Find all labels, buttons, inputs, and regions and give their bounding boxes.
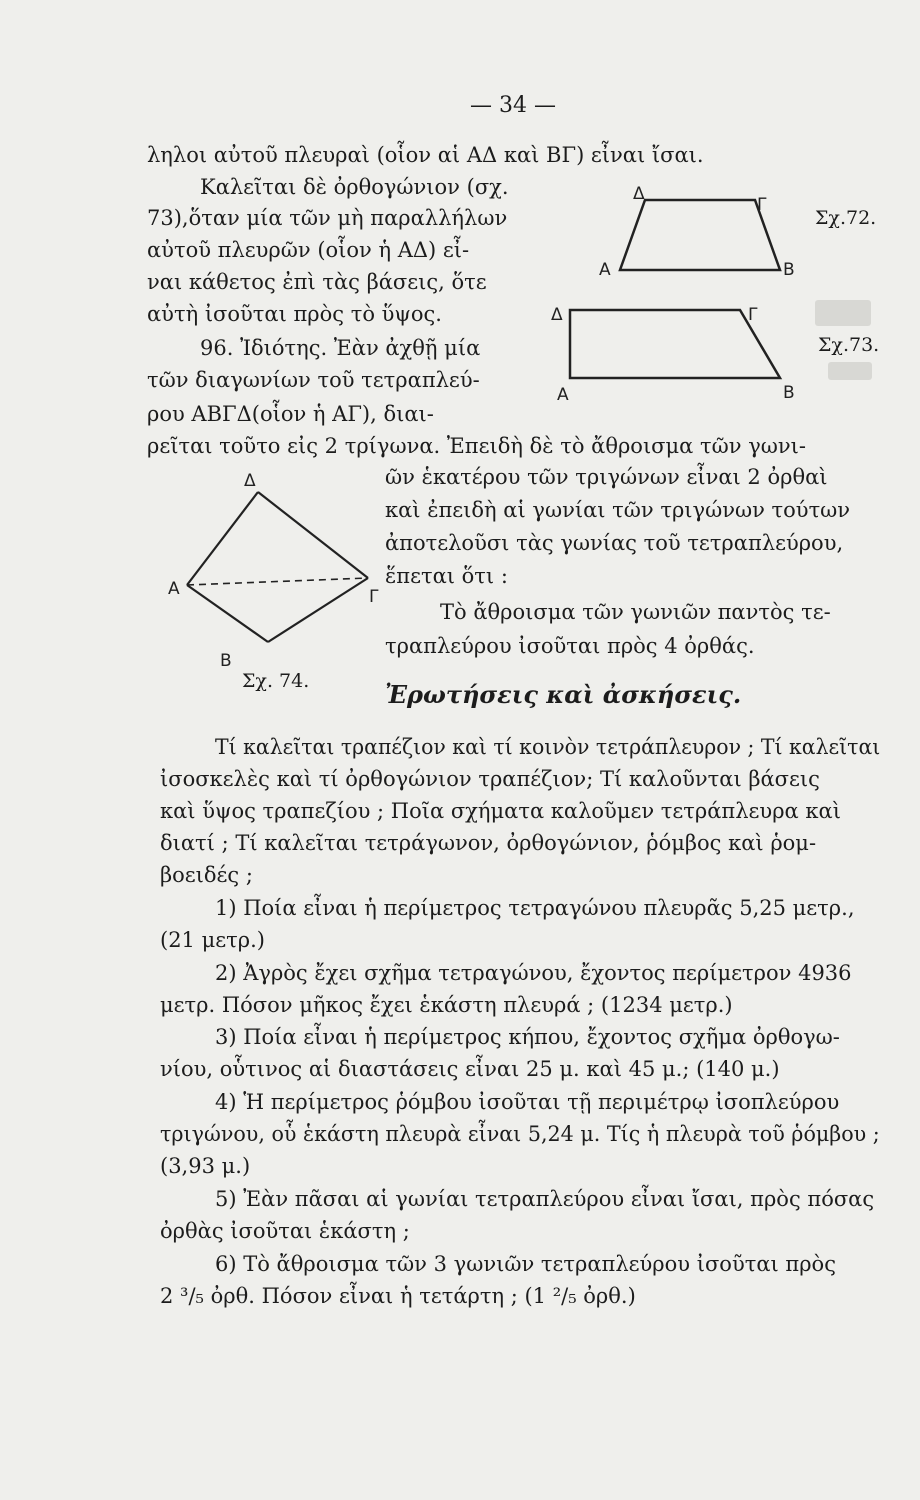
section-heading-line: 96. Ἰδιότης. Ἐὰν ἀχθῇ μία <box>200 336 481 360</box>
page-number: — 34 — <box>470 93 556 118</box>
exercise-line: (21 μετρ.) <box>160 928 265 952</box>
text-line: ρου ΑΒΓΔ(οἷον ἡ ΑΓ), διαι- <box>147 402 434 426</box>
exercise-line: Τί καλεῖται τραπέζιον καὶ τί κοινὸν τετράπλευρον ; Τί καλεῖται <box>215 735 881 759</box>
exercise-line: (3,93 μ.) <box>160 1154 251 1178</box>
figure-74-label: Σχ. 74. <box>242 670 310 692</box>
exercise-line: μετρ. Πόσον μῆκος ἔχει ἑκάστη πλευρά ; (1234 μετρ.) <box>160 993 733 1017</box>
exercise-line: διατί ; Τί καλεῖται τετράγωνον, ὀρθογώνιον, ῥόμβος καὶ ῥομ- <box>160 831 817 855</box>
vertex-label: Β <box>220 651 232 670</box>
text-line: τῶν διαγωνίων τοῦ τετραπλεύ- <box>147 368 480 392</box>
exercise-line: καὶ ὕψος τραπεζίου ; Ποῖα σχήματα καλοῦμεν τετράπλευρα καὶ <box>160 799 841 823</box>
vertex-label: Γ <box>748 305 758 325</box>
text-line: ἕπεται ὅτι : <box>385 564 508 588</box>
vertex-label: Δ <box>551 305 563 325</box>
exercise-line: 3) Ποία εἶναι ἡ περίμετρος κήπου, ἔχοντος σχῆμα ὀρθογω- <box>215 1025 840 1049</box>
exercise-line: 6) Τὸ ἄθροισμα τῶν 3 γωνιῶν τετραπλεύρου ἰσοῦται πρὸς <box>215 1252 836 1276</box>
figure-74-quadrilateral <box>160 470 395 670</box>
exercise-line: νίου, οὗτινος αἱ διαστάσεις εἶναι 25 μ. καὶ 45 μ.; (140 μ.) <box>160 1057 780 1081</box>
text-line: ἀποτελοῦσι τὰς γωνίας τοῦ τετραπλεύρου, <box>385 531 844 555</box>
exercise-line: τριγώνου, οὗ ἑκάστη πλευρὰ εἶναι 5,24 μ. Τίς ἡ πλευρὰ τοῦ ῥόμβου ; <box>160 1122 880 1146</box>
ink-smudge <box>815 300 871 326</box>
vertex-label: Β <box>783 383 795 403</box>
vertex-label: Δ <box>633 185 645 204</box>
vertex-label: Α <box>168 579 180 599</box>
text-line: αὐτοῦ πλευρῶν (οἷον ἡ ΑΔ) εἶ- <box>147 238 470 262</box>
text-line: Καλεῖται δὲ ὀρθογώνιον (σχ. <box>200 175 509 199</box>
exercises-heading: Ἐρωτήσεις καὶ ἀσκήσεις. <box>385 680 742 709</box>
exercise-line: ἰσοσκελὲς καὶ τί ὀρθογώνιον τραπέζιον; Τί καλοῦνται βάσεις <box>160 767 820 791</box>
exercise-line: ὀρθὰς ἰσοῦται ἑκάστη ; <box>160 1219 410 1243</box>
figure-73-label: Σχ.73. <box>818 334 880 356</box>
rule-statement-line: Τὸ ἄθροισμα τῶν γωνιῶν παντὸς τε- <box>440 600 831 624</box>
vertex-label: Α <box>557 385 569 405</box>
rule-statement-line: τραπλεύρου ἰσοῦται πρὸς 4 ὀρθάς. <box>385 634 755 658</box>
figure-73-right-trapezoid <box>545 290 805 410</box>
exercise-line: 5) Ἐὰν πᾶσαι αἱ γωνίαι τετραπλεύρου εἶναι ἴσαι, πρὸς πόσας <box>215 1187 875 1211</box>
exercise-line: 2 ³/₅ ὀρθ. Πόσον εἶναι ἡ τετάρτη ; (1 ²/₅ ὀρθ.) <box>160 1284 636 1308</box>
vertex-label: Δ <box>244 471 256 491</box>
vertex-label: Β <box>783 260 795 280</box>
text-line: ῶν ἑκατέρου τῶν τριγώνων εἶναι 2 ὀρθαὶ <box>385 465 828 489</box>
figure-72-trapezoid <box>585 185 800 280</box>
text-line: καὶ ἐπειδὴ αἱ γωνίαι τῶν τριγώνων τούτων <box>385 498 851 522</box>
text-line: ρεῖται τοῦτο εἰς 2 τρίγωνα. Ἐπειδὴ δὲ τὸ ἄθροισμα τῶν γωνι- <box>147 434 806 458</box>
figure-72-label: Σχ.72. <box>815 207 877 229</box>
vertex-label: Γ <box>757 195 767 215</box>
vertex-label: Γ <box>369 587 379 607</box>
exercise-line: 1) Ποία εἶναι ἡ περίμετρος τετραγώνου πλευρᾶς 5,25 μετρ., <box>215 896 855 920</box>
exercise-line: 2) Ἀγρὸς ἔχει σχῆμα τετραγώνου, ἔχοντος περίμετρον 4936 <box>215 961 852 985</box>
text-line: ναι κάθετος ἐπὶ τὰς βάσεις, ὅτε <box>147 270 487 294</box>
text-line: ληλοι αὐτοῦ πλευραὶ (οἷον αἱ ΑΔ καὶ ΒΓ) εἶναι ἴσαι. <box>147 143 704 167</box>
text-line: 73),ὅταν μία τῶν μὴ παραλλήλων <box>147 206 508 230</box>
exercise-line: 4) Ἡ περίμετρος ῥόμβου ἰσοῦται τῇ περιμέτρῳ ἰσοπλεύρου <box>215 1090 840 1114</box>
ink-smudge <box>828 362 872 380</box>
vertex-label: Α <box>599 260 611 280</box>
text-line: αὐτὴ ἰσοῦται πρὸς τὸ ὕψος. <box>147 302 442 326</box>
exercise-line: βοειδές ; <box>160 863 253 887</box>
